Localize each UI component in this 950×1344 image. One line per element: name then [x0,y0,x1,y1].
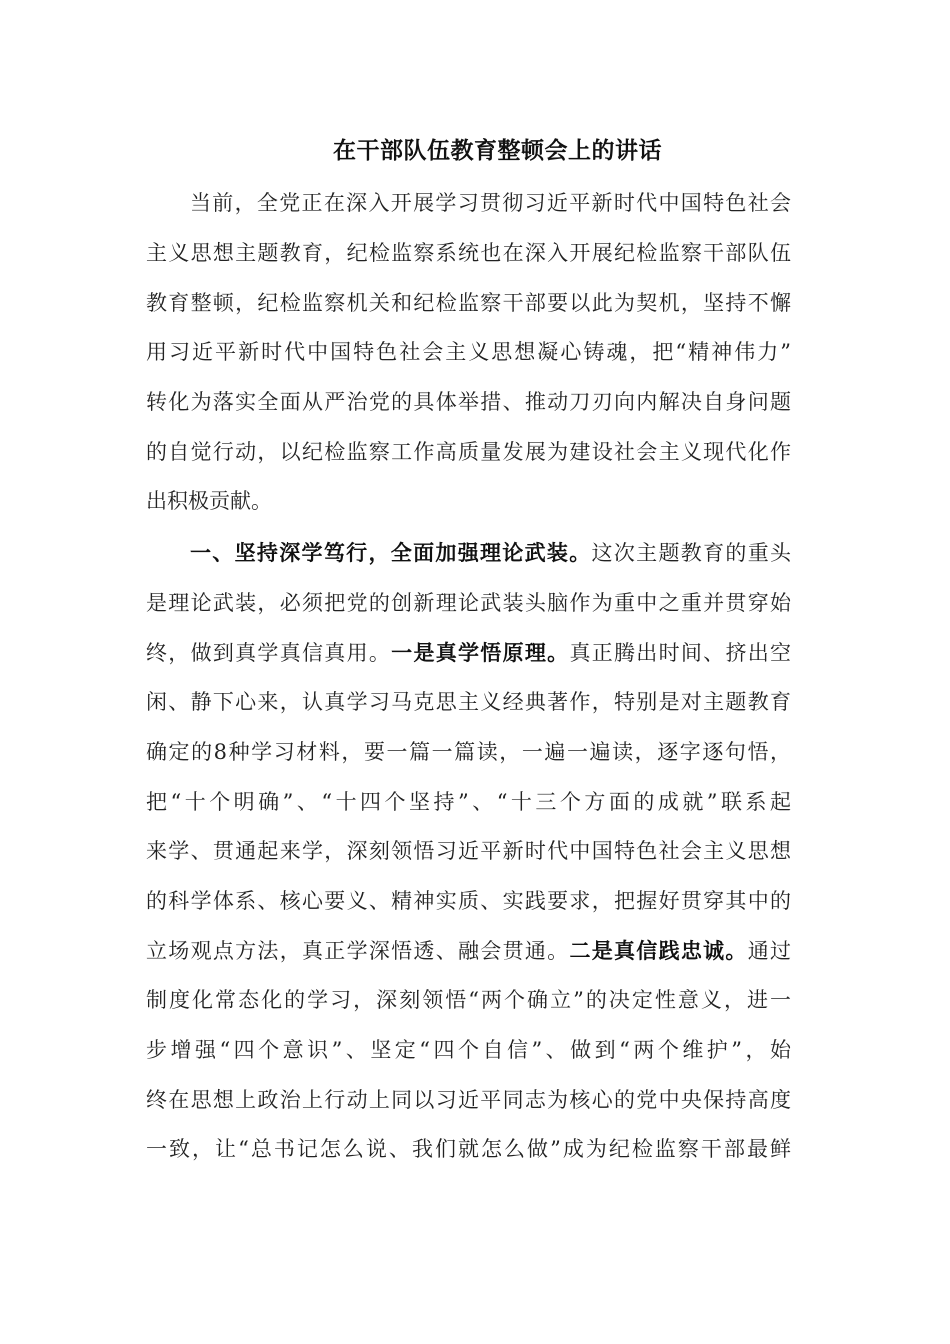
paragraph-line: 闲、静下心来，认真学习马克思主义经典著作，特别是对主题教育 [146,690,791,714]
paragraph-line: 出积极贡献。 [146,489,272,513]
paragraph-line: 教育整顿，纪检监察机关和纪检监察干部要以此为契机，坚持不懈 [146,291,791,315]
text-run: 真正腾出时间、挤出空 [569,641,792,665]
paragraph-line: 把“十个明确”、“十四个坚持”、“十三个方面的成就”联系起 [146,790,791,814]
section-heading: 一、坚持深学笃行，全面加强理论武装。 [190,540,592,565]
paragraph-line: 来学、贯通起来学，深刻领悟习近平新时代中国特色社会主义思想 [146,839,791,863]
document-title: 在干部队伍教育整顿会上的讲话 [333,138,662,164]
paragraph-line: 制度化常态化的学习，深刻领悟“两个确立”的决定性意义，进一 [146,988,791,1012]
paragraph-line: 一致，让“总书记怎么说、我们就怎么做”成为纪检监察干部最鲜 [146,1137,791,1161]
text-run: 立场观点方法，真正学深悟透、融会贯通。 [146,939,570,963]
text-run: 终，做到真学真信真用。 [146,641,392,665]
paragraph-line [146,628,791,678]
paragraph-line [146,926,791,976]
paragraph-line: 当前，全党正在深入开展学习贯彻习近平新时代中国特色社会 [190,191,791,215]
paragraph-line: 终在思想上政治上行动上同以习近平同志为核心的党中央保持高度 [146,1088,791,1112]
point-heading: 二是真信践忠诚。 [569,938,748,963]
paragraph-line: 转化为落实全面从严治党的具体举措、推动刀刃向内解决自身问题 [146,390,791,414]
paragraph-line: 是理论武装，必须把党的创新理论武装头脑作为重中之重并贯穿始 [146,591,791,615]
paragraph-line: 的科学体系、核心要义、精神实质、实践要求，把握好贯穿其中的 [146,889,791,913]
paragraph-line: 的自觉行动，以纪检监察工作高质量发展为建设社会主义现代化作 [146,440,791,464]
paragraph-line [190,528,791,578]
text-run: 通过 [747,939,792,963]
paragraph-line: 确定的8种学习材料，要一篇一篇读，一遍一遍读，逐字逐句悟， [146,740,791,764]
paragraph-line: 用习近平新时代中国特色社会主义思想凝心铸魂，把“精神伟力” [146,340,791,364]
paragraph-line: 主义思想主题教育，纪检监察系统也在深入开展纪检监察干部队伍 [146,241,791,265]
paragraph-line: 步增强“四个意识”、坚定“四个自信”、做到“两个维护”，始 [146,1038,791,1062]
text-run: 这次主题教育的重头 [591,541,792,565]
point-heading: 一是真学悟原理。 [391,640,570,665]
